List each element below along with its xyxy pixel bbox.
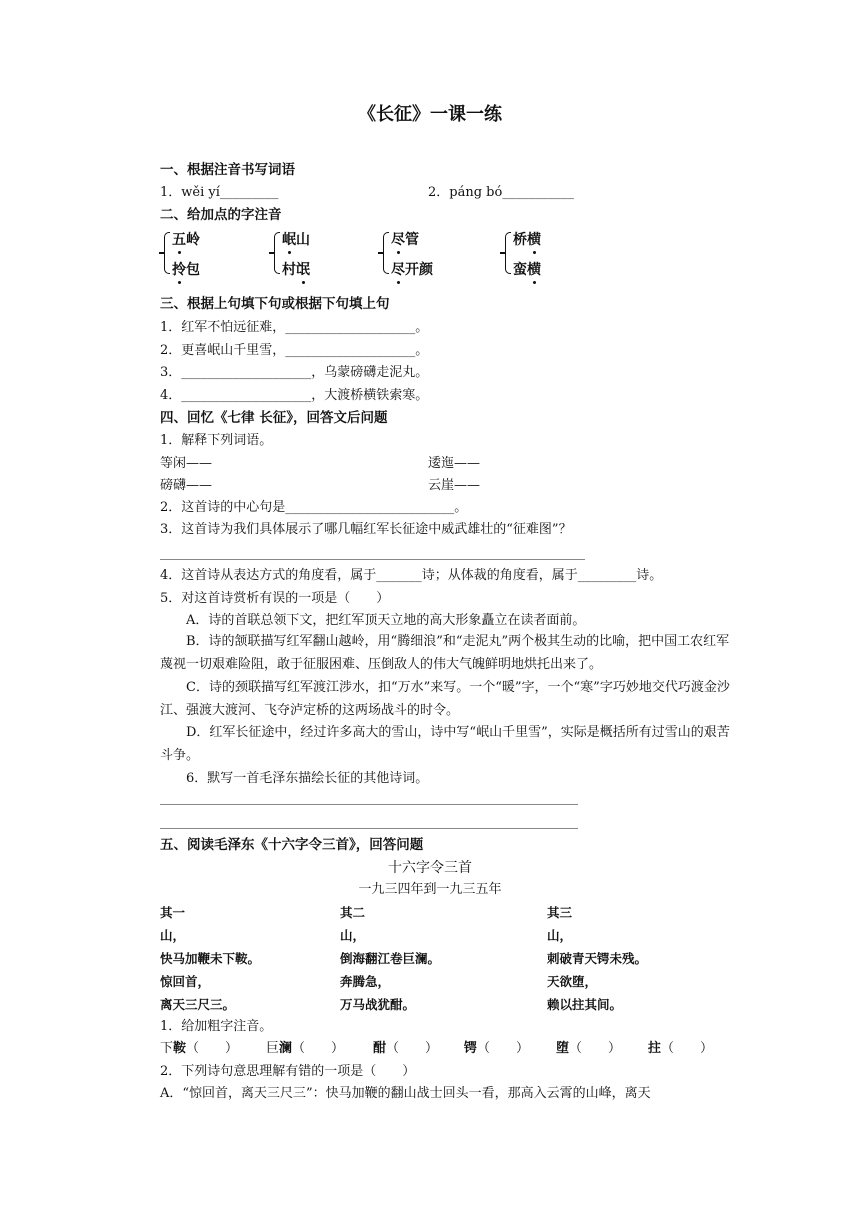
poem-3-line: 赖以拄其间。 <box>547 997 623 1012</box>
poem-3-line: 刺破青天锷未残。 <box>547 951 648 966</box>
s3-question-3: 3．____________________，乌蒙磅礴走泥丸。 <box>160 365 429 380</box>
group-4-top: 桥横 <box>513 232 541 248</box>
s4-question-2: 2．这首诗的中心句是__________________________。 <box>160 500 468 515</box>
poem-2-line: 山， <box>340 928 366 943</box>
word-dengxian: 等闲—— <box>160 456 213 471</box>
s1-question-1: 1．wěi yí_________ <box>160 185 279 200</box>
word-pangbo: 磅礴—— <box>160 478 213 493</box>
poem-1-line: 离天三尺三。 <box>160 997 236 1012</box>
s4-question-5: 5．对这首诗赏析有误的一项是（ ） <box>160 591 390 606</box>
group-4-bottom: 蛮横 <box>513 262 541 278</box>
word-weiyi: 逶迤—— <box>428 456 481 471</box>
word-yunya: 云崖—— <box>428 478 481 493</box>
brace-icon <box>383 232 389 274</box>
s4-option-c: C．诗的颈联描写红军渡江涉水，扣“万水”来写。一个“暖”字，一个“寒”字巧妙地交代巧渡金沙江、强渡大渡河、飞夺泸定桥的这两场战斗的时令。 <box>160 680 730 718</box>
poem-3-head: 其三 <box>547 905 573 920</box>
section-2-heading: 二、给加点的字注音 <box>160 207 282 223</box>
group-2-bottom: 村氓 <box>282 262 310 278</box>
poem-1-line: 惊回首， <box>160 974 211 989</box>
poem-2-line: 倒海翻江卷巨澜。 <box>340 951 441 966</box>
page-title: 《长征》一课一练 <box>358 104 502 125</box>
group-3-top: 尽管 <box>391 232 419 248</box>
poem-1-line: 快马加鞭未下鞍。 <box>160 951 261 966</box>
s4-option-a: A．诗的首联总领下文，把红军顶天立地的高大形象矗立在读者面前。 <box>186 613 586 628</box>
s1-question-2: 2．páng bó___________ <box>428 185 574 200</box>
section-1-heading: 一、根据注音书写词语 <box>160 162 295 178</box>
section-3-heading: 三、根据上句填下句或根据下句填上句 <box>160 296 390 312</box>
s3-question-2: 2．更喜岷山千里雪，____________________。 <box>160 343 429 358</box>
brace-icon <box>505 232 511 274</box>
s5-option-a: A．“惊回首，离天三尺三”：快马加鞭的翻山战士回头一看，那高入云霄的山峰，离天 <box>160 1086 651 1101</box>
brace-icon <box>164 232 170 274</box>
poem-2-line: 万马战犹酣。 <box>340 997 416 1012</box>
poem-3-line: 天欲堕， <box>547 974 598 989</box>
s3-question-1: 1．红军不怕远征难，____________________。 <box>160 320 429 335</box>
poem-1-line: 山， <box>160 928 186 943</box>
brace-icon <box>274 232 280 274</box>
s4-question-3: 3．这首诗为我们具体展示了哪几幅红军长征途中威武雄壮的“征难图”？ <box>160 522 572 537</box>
pinyin-item: 拄（ ） <box>648 1041 714 1056</box>
pinyin-item: 堕（ ） <box>556 1041 622 1056</box>
s5-question-2: 2．下列诗句意思理解有错的一项是（ ） <box>160 1064 416 1079</box>
pinyin-item: 锷（ ） <box>464 1041 530 1056</box>
pinyin-item: 酣（ ） <box>373 1041 439 1056</box>
s3-question-4: 4．____________________，大渡桥横铁索寒。 <box>160 388 429 403</box>
s5-question-1: 1．给加粗字注音。 <box>160 1019 273 1034</box>
group-1-bottom: 拎包 <box>172 262 200 278</box>
s4-question-1: 1．解释下列词语。 <box>160 433 273 448</box>
pinyin-item: 下鞍（ ） <box>160 1041 239 1056</box>
poem-2-head: 其二 <box>340 905 366 920</box>
poem-title: 十六字令三首 <box>388 860 472 876</box>
poem-1-head: 其一 <box>160 905 186 920</box>
section-4-heading: 四、回忆《七律 长征》，回答文后问题 <box>160 410 388 426</box>
poem-date: 一九三四年到一九三五年 <box>358 882 502 897</box>
poem-3-line: 山， <box>547 928 573 943</box>
section-5-heading: 五、阅读毛泽东《十六字令三首》，回答问题 <box>160 837 424 853</box>
s4-option-b: B．诗的颔联描写红军翻山越岭，用“腾细浪”和“走泥丸”两个极其生动的比喻，把中国工农红军蔑视一切艰难险阻，敢于征服困难、压倒敌人的伟大气魄鲜明地烘托出来了。 <box>160 634 730 672</box>
answer-line <box>160 559 585 560</box>
group-1-top: 五岭 <box>172 232 200 248</box>
group-3-bottom: 尽开颜 <box>391 262 433 278</box>
poem-2-line: 奔腾急， <box>340 974 391 989</box>
s4-question-6: 6．默写一首毛泽东描绘长征的其他诗词。 <box>186 771 429 786</box>
pinyin-item: 巨澜（ ） <box>266 1041 345 1056</box>
s4-option-d: D．红军长征途中，经过许多高大的雪山，诗中写“岷山千里雪”，实际是概括所有过雪山的艰苦斗争。 <box>160 725 730 763</box>
group-2-top: 岷山 <box>282 232 310 248</box>
s4-question-4: 4．这首诗从表达方式的角度看，属于_______诗；从体裁的角度看，属于_________诗。 <box>160 568 663 583</box>
answer-line <box>160 804 578 805</box>
answer-line <box>160 828 578 829</box>
